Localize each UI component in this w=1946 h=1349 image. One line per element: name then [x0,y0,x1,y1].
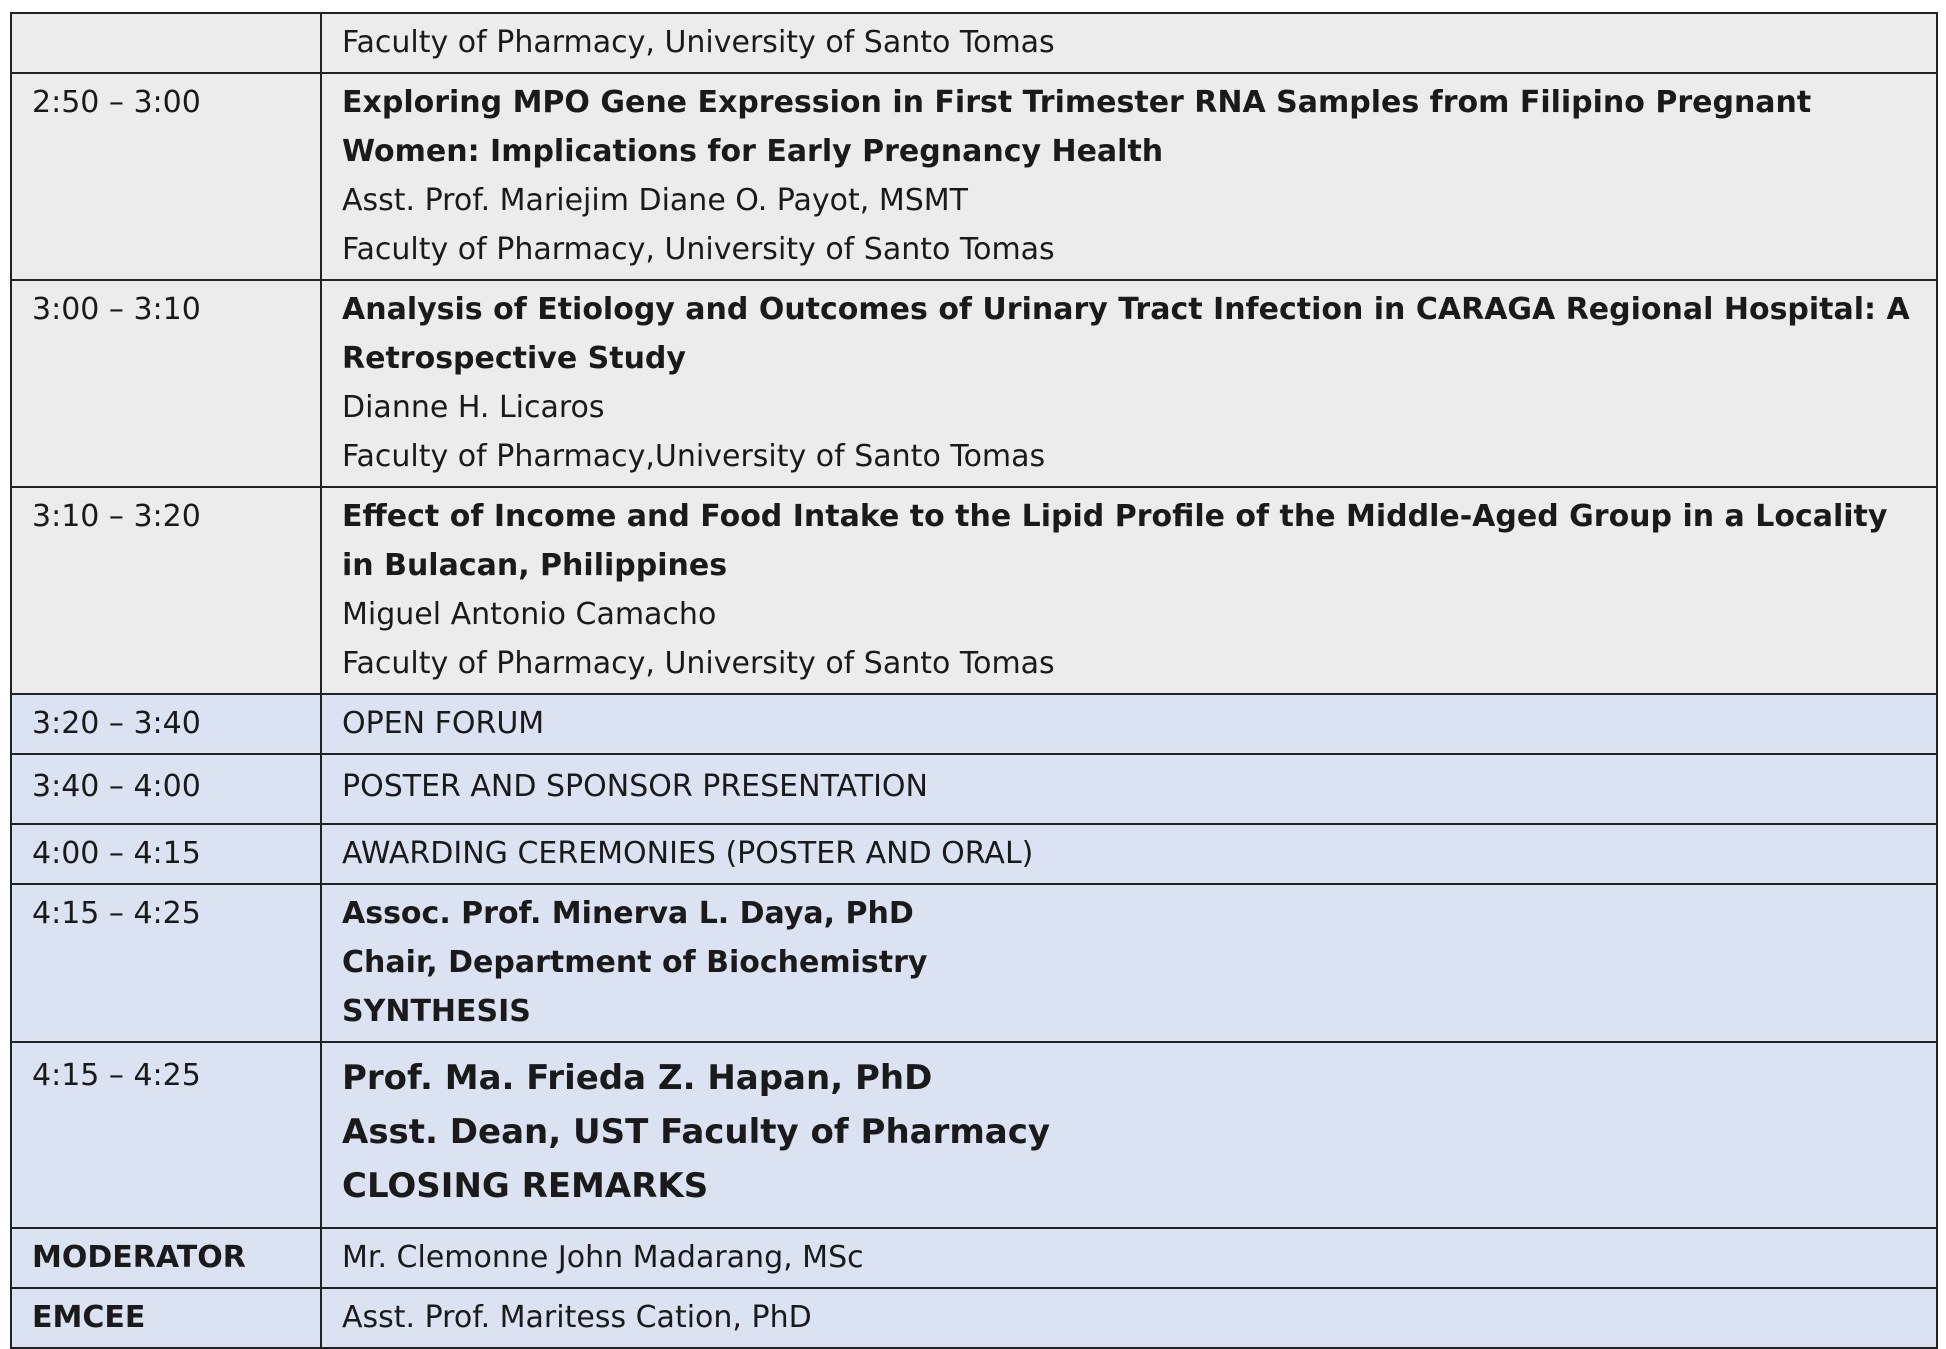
session-details [321,487,1937,694]
table-row [11,754,1937,824]
table-row [11,694,1937,754]
detail-line: Faculty of Pharmacy, University of Santo Tomas [342,232,1055,267]
detail-line: Asst. Prof. Mariejim Diane O. Payot, MSMT [342,183,968,218]
table-row [11,13,1937,73]
detail-line: Miguel Antonio Camacho [342,597,717,632]
time-slot: 3:00 – 3:10 [11,280,321,487]
schedule-body [11,13,1937,1348]
detail-line-emphasis: CLOSING REMARKS [342,1166,709,1206]
table-row [11,824,1937,884]
role-label: EMCEE [11,1288,321,1348]
session-details [321,13,1937,73]
session-details [321,1288,1937,1348]
detail-line-emphasis: Asst. Dean, UST Faculty of Pharmacy [342,1112,1051,1152]
program-schedule [10,12,1936,1349]
detail-line: Dianne H. Licaros [342,390,605,425]
table-row [11,884,1937,1042]
table-row [11,73,1937,280]
detail-line: POSTER AND SPONSOR PRESENTATION [342,769,928,804]
table-row [11,1228,1937,1288]
schedule-table [10,12,1938,1349]
time-slot: 4:15 – 4:25 [11,884,321,1042]
time-slot [11,13,321,73]
detail-line-emphasis: Exploring MPO Gene Expression in First Trimester RNA Samples from Filipino Pregnant Women: Implications for Early Pregnancy Health [342,85,1812,169]
detail-line-emphasis: Analysis of Etiology and Outcomes of Urinary Tract Infection in CARAGA Regional Hospital: A Retrospective Study [342,292,1910,376]
time-slot: 3:40 – 4:00 [11,754,321,824]
session-details [321,1228,1937,1288]
session-details [321,73,1937,280]
detail-line: Mr. Clemonne John Madarang, MSc [342,1240,864,1275]
detail-line-emphasis: Prof. Ma. Frieda Z. Hapan, PhD [342,1058,933,1098]
table-row [11,1288,1937,1348]
time-slot: 3:20 – 3:40 [11,694,321,754]
session-details [321,754,1937,824]
session-details [321,824,1937,884]
detail-line: Faculty of Pharmacy, University of Santo Tomas [342,25,1055,60]
time-slot: 2:50 – 3:00 [11,73,321,280]
detail-line: OPEN FORUM [342,706,545,741]
session-details [321,280,1937,487]
session-details [321,1042,1937,1228]
session-details [321,694,1937,754]
detail-line-emphasis: Effect of Income and Food Intake to the Lipid Profile of the Middle-Aged Group in a Locality in Bulacan, Philippines [342,499,1888,583]
detail-line: Faculty of Pharmacy, University of Santo Tomas [342,646,1055,681]
detail-line: AWARDING CEREMONIES (POSTER AND ORAL) [342,836,1034,871]
time-slot: 4:15 – 4:25 [11,1042,321,1228]
table-row [11,1042,1937,1228]
detail-line: Faculty of Pharmacy,University of Santo Tomas [342,439,1046,474]
table-row [11,487,1937,694]
session-details [321,884,1937,1042]
detail-line-emphasis: Assoc. Prof. Minerva L. Daya, PhD [342,896,914,931]
time-slot: 4:00 – 4:15 [11,824,321,884]
detail-line-emphasis: Chair, Department of Biochemistry [342,945,928,980]
detail-line-emphasis: SYNTHESIS [342,994,531,1029]
time-slot: 3:10 – 3:20 [11,487,321,694]
detail-line: Asst. Prof. Maritess Cation, PhD [342,1300,812,1335]
role-label: MODERATOR [11,1228,321,1288]
table-row [11,280,1937,487]
